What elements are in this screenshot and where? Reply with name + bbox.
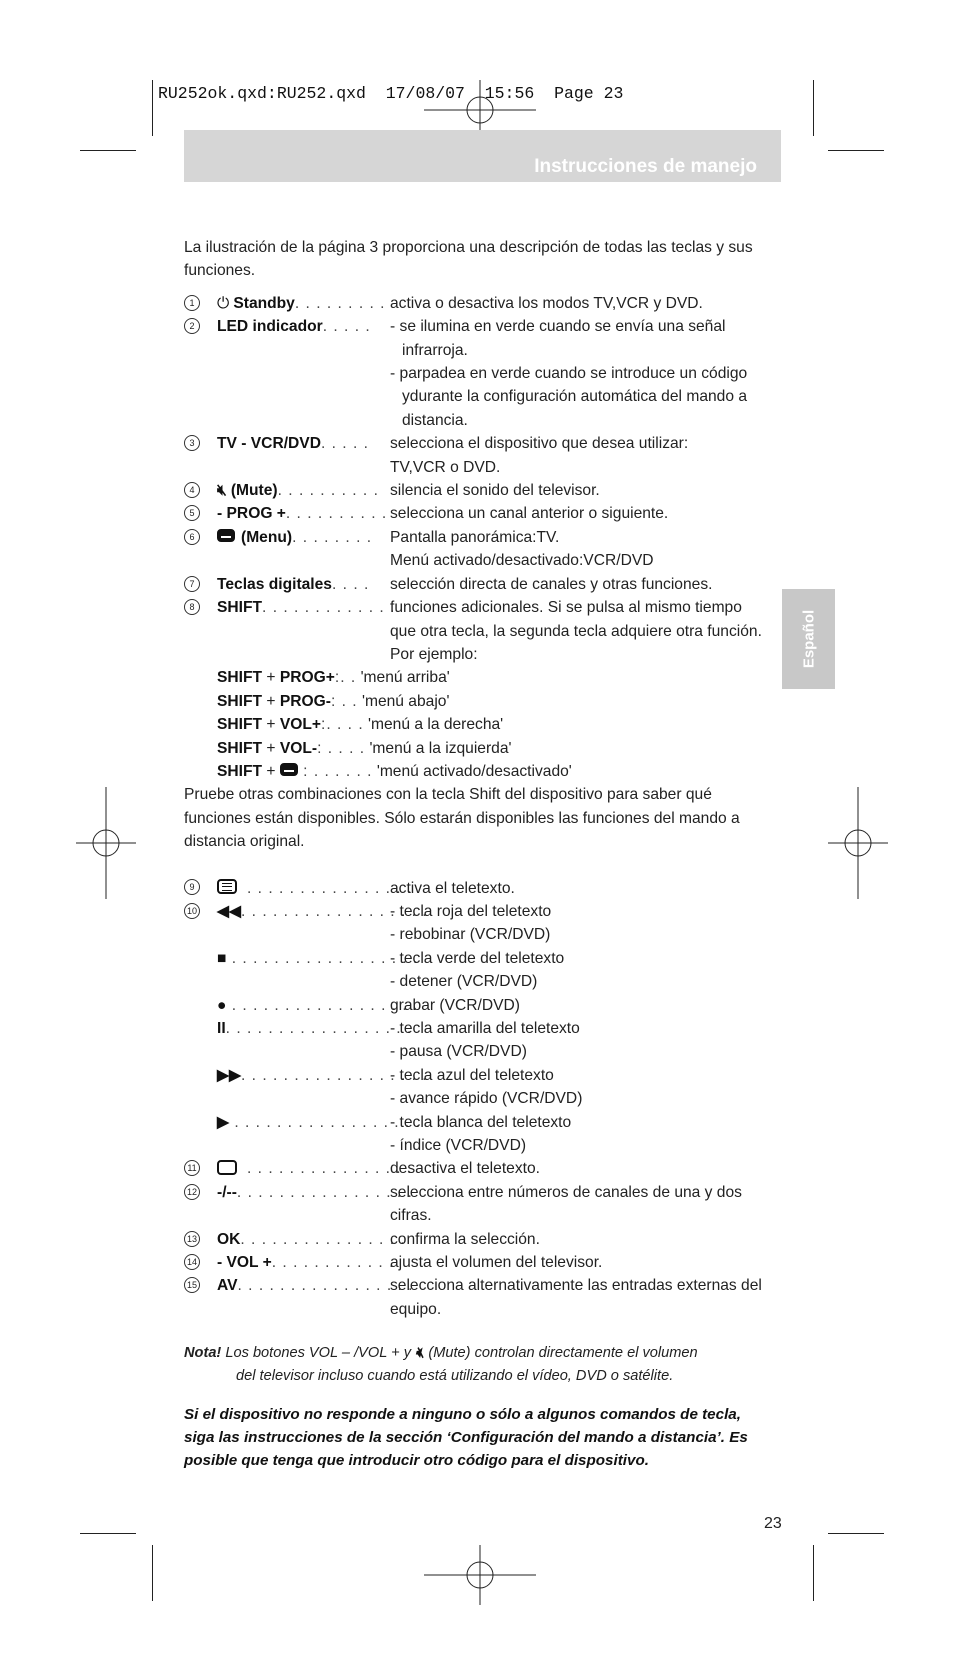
key-description: - tecla verde del teletexto — [390, 949, 565, 967]
leader-dots: . . . . . . . . . . . . — [271, 1254, 395, 1272]
crop-mark — [152, 80, 153, 136]
plus-sign: + — [266, 669, 276, 687]
combo-description: 'menú a la derecha' — [368, 716, 504, 734]
key-description: - tecla azul del teletexto — [390, 1066, 554, 1084]
key-row — [184, 1111, 764, 1158]
leader-dots: . . . . . . . . . . . . . . . . . . — [229, 1113, 421, 1131]
key-row — [184, 1157, 764, 1180]
plus-sign: + — [266, 716, 276, 734]
plus-sign: + — [266, 692, 276, 710]
leader-dots: . . . . . . . . . . . . . . . . . . — [226, 996, 419, 1014]
leader-dots: . . . . . . . . . . . . . . . . — [247, 879, 413, 897]
power-icon: ⏻ — [217, 294, 230, 312]
shift-key: SHIFT — [217, 716, 263, 734]
key-description: grabar (VCR/DVD) — [390, 996, 520, 1014]
shift-combo — [184, 666, 764, 689]
key-number: 12 — [184, 1184, 200, 1200]
page-title: Instrucciones de manejo — [534, 156, 757, 177]
combo-description: 'menú a la izquierda' — [369, 739, 512, 757]
key-description: - tecla blanca del teletexto — [390, 1113, 572, 1131]
key-label: LED indicador — [217, 318, 323, 336]
leader-dots: : . . . . . . — [297, 762, 373, 780]
leader-dots: . . . . . . . . . . — [285, 505, 388, 523]
key-number: 2 — [184, 318, 200, 334]
combo-key: PROG+ — [279, 669, 335, 687]
key-description: ajusta el volumen del televisor. — [390, 1254, 603, 1272]
key-row — [184, 596, 764, 666]
combo-description: 'menú arriba' — [360, 669, 450, 687]
shift-combo — [184, 690, 764, 713]
key-description: selección directa de canales y otras funciones. — [390, 575, 713, 593]
key-label: SHIFT — [217, 599, 263, 617]
registration-mark-right — [828, 787, 888, 899]
key-number: 3 — [184, 435, 200, 451]
leader-dots: . . . . — [331, 575, 370, 593]
menu-screen-icon — [217, 529, 235, 542]
teletext-icon — [217, 879, 237, 894]
key-label: Teclas digitales — [217, 575, 332, 593]
combo-description: 'menú activado/desactivado' — [376, 762, 572, 780]
leader-dots: . . . . . . . . — [292, 528, 373, 546]
leader-dots: . . . . . . . . . . . . . . . . . — [236, 1183, 413, 1201]
key-row — [184, 1228, 764, 1251]
key-description: Pantalla panorámica:TV. — [390, 528, 560, 546]
combo-key: VOL- — [279, 739, 318, 757]
key-number: 6 — [184, 529, 200, 545]
key-description: - avance rápido (VCR/DVD) — [390, 1090, 583, 1108]
crop-mark — [80, 150, 136, 151]
key-description: selecciona alternativamente las entradas externas del equipo. — [390, 1277, 762, 1318]
shift-key: SHIFT — [217, 692, 263, 710]
key-list-2 — [184, 877, 764, 1322]
key-label: ◀◀ — [217, 902, 241, 920]
combo-key: VOL+ — [279, 716, 322, 734]
key-description: - pausa (VCR/DVD) — [390, 1043, 527, 1061]
key-row — [184, 947, 764, 994]
key-label: - VOL + — [217, 1254, 272, 1272]
leader-dots: : . . . . — [317, 739, 366, 757]
key-description: selecciona un canal anterior o siguiente. — [390, 505, 669, 523]
key-number: 7 — [184, 576, 200, 592]
key-description: Menú activado/desactivado:VCR/DVD — [390, 552, 654, 570]
leader-dots: . . . . . . . . . . . . . . . . . . — [241, 902, 428, 920]
crop-mark — [828, 150, 884, 151]
key-label: (Mute) — [230, 482, 278, 500]
key-number: 5 — [184, 505, 200, 521]
note-line-2: del televisor incluso cuando está utilizando el vídeo, DVD o satélite. — [236, 1368, 674, 1385]
key-description: - tecla roja del teletexto — [390, 902, 552, 920]
key-list — [184, 292, 764, 667]
note-mute-text: (Mute) controlan directamente el volumen — [428, 1345, 698, 1362]
key-description: TV,VCR o DVD. — [390, 458, 501, 476]
leader-dots: . . . . . — [320, 435, 369, 453]
leader-dots: . . . . . . . . . . . . . . . . . . — [241, 1066, 428, 1084]
key-row — [184, 1017, 764, 1064]
key-description: desactiva el teletexto. — [390, 1160, 540, 1178]
crop-mark — [813, 80, 814, 136]
key-description: - rebobinar (VCR/DVD) — [390, 926, 551, 944]
key-row — [184, 502, 764, 525]
key-description: confirma la selección. — [390, 1230, 540, 1248]
content — [184, 236, 764, 1472]
plus-sign: + — [266, 762, 276, 780]
key-row — [184, 292, 764, 315]
key-number: 8 — [184, 599, 200, 615]
key-row — [184, 1064, 764, 1111]
key-number: 1 — [184, 295, 200, 311]
key-label: ■ — [217, 949, 227, 967]
leader-dots: . . . . . . . . . . . . . . . . — [240, 1230, 406, 1248]
key-row — [184, 1181, 764, 1228]
key-label: (Menu) — [241, 528, 293, 546]
key-label: II — [217, 1020, 226, 1037]
shift-combo-list — [184, 666, 764, 783]
key-number: 14 — [184, 1254, 200, 1270]
leader-dots: . . . . . . . . . . — [277, 482, 379, 500]
shift-combo — [184, 713, 764, 736]
crop-mark — [813, 1545, 814, 1601]
key-row — [184, 877, 764, 900]
mute-icon: 🔇︎ — [415, 1345, 425, 1362]
menu-screen-icon — [280, 763, 298, 776]
crop-mark — [80, 1533, 136, 1534]
note-label: Nota! — [184, 1345, 222, 1362]
leader-dots: : . . — [330, 692, 358, 710]
leader-dots: . . . . . . . . . . . . . . . . — [247, 1160, 413, 1178]
key-number: 4 — [184, 482, 200, 498]
key-description: funciones adicionales. Si se pulsa al mismo tiempo que otra tecla, la segunda tecla adquiere otra función. Por ejemplo: — [390, 599, 762, 663]
key-row — [184, 900, 764, 947]
key-description: - detener (VCR/DVD) — [390, 973, 538, 991]
key-number: 15 — [184, 1277, 200, 1293]
key-number: 9 — [184, 879, 200, 895]
combo-description: 'menú abajo' — [361, 692, 450, 710]
leader-dots: . . . . . — [322, 318, 371, 336]
crop-mark — [152, 1545, 153, 1601]
crop-mark — [828, 1533, 884, 1534]
note — [184, 1342, 764, 1388]
language-tab-label: Español — [800, 609, 817, 669]
key-description: selecciona entre números de canales de una y dos cifras. — [390, 1183, 742, 1225]
registration-mark-bottom — [424, 1545, 536, 1605]
key-label: -/-- — [217, 1183, 237, 1201]
header-band — [184, 130, 781, 182]
key-description: activa el teletexto. — [390, 879, 515, 897]
shift-combo — [184, 737, 764, 760]
registration-mark-left — [76, 787, 136, 899]
leader-dots: :. . — [334, 669, 357, 687]
page-number: 23 — [764, 1515, 782, 1532]
key-number: 13 — [184, 1231, 200, 1247]
key-row — [184, 432, 764, 479]
key-description: - tecla amarilla del teletexto — [390, 1020, 580, 1037]
leader-dots: . . . . . . . . . — [294, 294, 386, 312]
key-description: - índice (VCR/DVD) — [390, 1137, 527, 1155]
leader-dots: . . . . . . . . . . . . . . . . . . — [226, 949, 419, 967]
shift-key: SHIFT — [217, 739, 263, 757]
key-label: OK — [217, 1230, 241, 1248]
mute-icon: 🔇︎ — [217, 482, 227, 500]
key-description: - se ilumina en verde cuando se envía una señal infrarroja. — [390, 318, 726, 359]
key-label: Standby — [233, 294, 295, 312]
plus-sign: + — [266, 739, 276, 757]
key-row — [184, 994, 764, 1017]
print-slug: RU252ok.qxd:RU252.qxd 17/08/07 15:56 Page 23 — [158, 84, 624, 103]
language-tab — [782, 589, 835, 689]
key-row — [184, 573, 764, 596]
key-description: activa o desactiva los modos TV,VCR y DVD. — [390, 294, 703, 312]
shift-note: Pruebe otras combinaciones con la tecla Shift del dispositivo para saber qué funciones están disponibles. Sólo estarán disponibles las funciones del mando a distancia original. — [184, 786, 740, 851]
key-label: - PROG + — [217, 505, 286, 523]
key-label: TV - VCR/DVD — [217, 435, 321, 453]
key-number: 11 — [184, 1160, 200, 1176]
shift-key: SHIFT — [217, 762, 263, 780]
key-description: - parpadea en verde cuando se introduce un código ydurante la configuración automática del mando a distancia. — [390, 365, 748, 429]
note-line-1: Los botones VOL – /VOL + y — [225, 1345, 412, 1362]
key-label: ● — [217, 996, 227, 1014]
key-number: 10 — [184, 903, 200, 919]
key-row — [184, 479, 764, 502]
leader-dots: . . . . . . . . . . . . . . . . . . — [225, 1020, 413, 1037]
key-row — [184, 1274, 764, 1321]
shift-combo — [184, 760, 764, 783]
key-row — [184, 526, 764, 573]
combo-key: PROG- — [279, 692, 331, 710]
warning-text: Si el dispositivo no responde a ninguno o sólo a algunos comandos de tecla, siga las instrucciones de la sección ‘Configuración del mando a distancia’. Es posible que tenga que introducir otro código para el dispositivo. — [184, 1406, 748, 1470]
leader-dots: :. . . . — [321, 716, 364, 734]
leader-dots: . . . . . . . . . . . . . — [262, 599, 396, 617]
leader-dots: . . . . . . . . . . . . . . . . . — [237, 1277, 414, 1295]
key-row — [184, 315, 764, 432]
intro-text: La ilustración de la página 3 proporciona una descripción de todas las teclas y sus funciones. — [184, 239, 753, 280]
key-description: silencia el sonido del televisor. — [390, 482, 600, 500]
key-row — [184, 1251, 764, 1274]
teletext-off-icon — [217, 1160, 237, 1175]
key-label: ▶ — [217, 1113, 229, 1131]
key-label: AV — [217, 1277, 238, 1295]
key-description: selecciona el dispositivo que desea utilizar: — [390, 435, 689, 453]
shift-key: SHIFT — [217, 669, 263, 687]
key-label: ▶▶ — [217, 1066, 241, 1084]
